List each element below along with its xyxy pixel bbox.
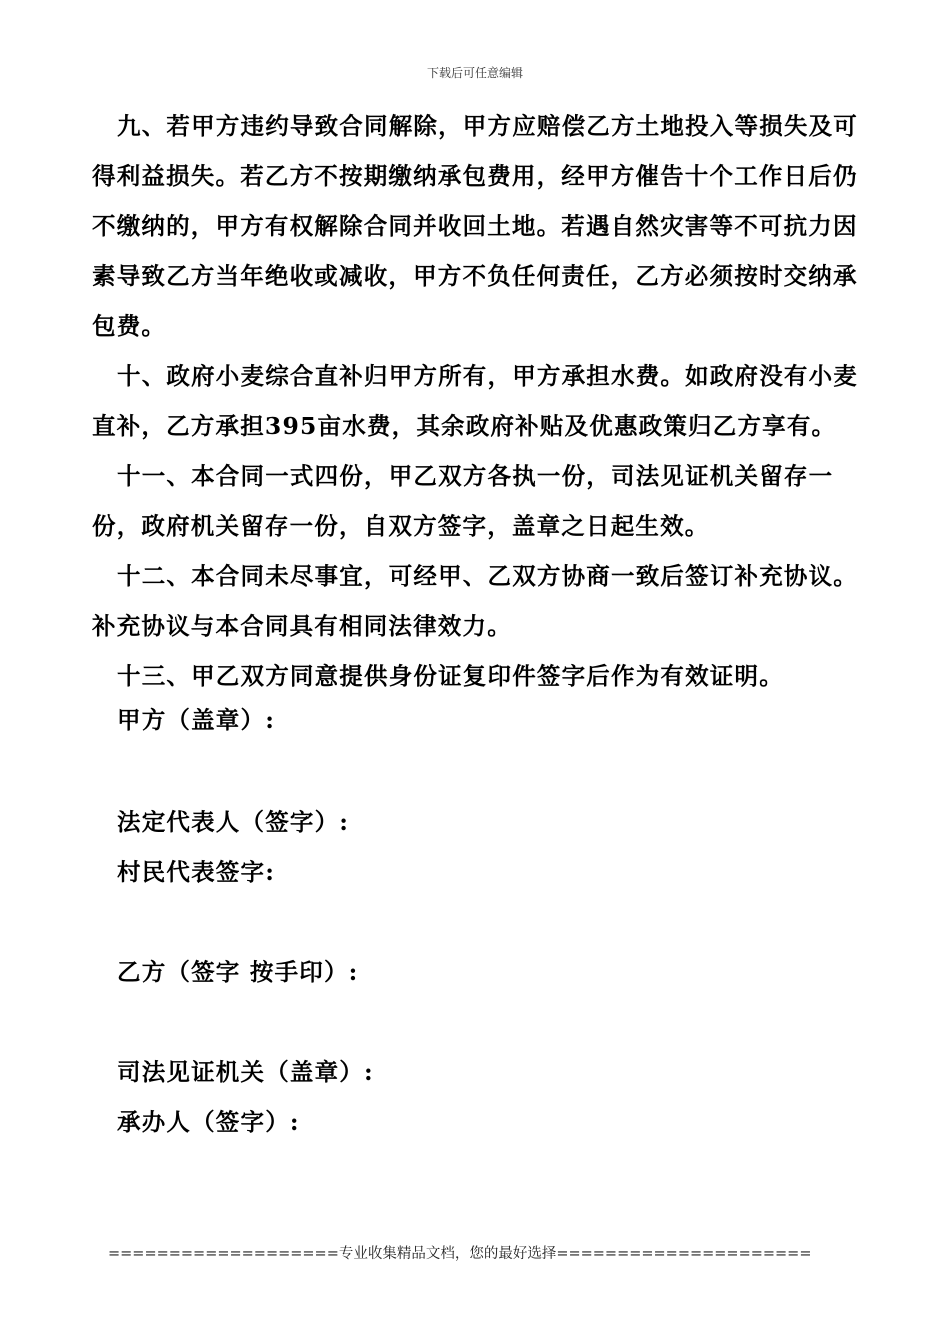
contract-body: [92, 101, 872, 701]
page-footer: ===================专业收集精品文档，您的最好选择=====================: [108, 1246, 812, 1262]
clause-12: 十二、本合同未尽事宜，可经甲、乙双方协商一致后签订补充协议。补充协议与本合同具有相同法律效力。: [92, 562, 858, 640]
legal-rep-signature-line: 法定代表人（签字）:: [117, 808, 350, 836]
judicial-seal-line: 司法见证机关（盖章）:: [117, 1058, 374, 1086]
handler-signature-line: 承办人（签字）:: [117, 1108, 300, 1136]
party-a-seal-line: 甲方（盖章）:: [117, 706, 276, 734]
clause-9: 九、若甲方违约导致合同解除，甲方应赔偿乙方土地投入等损失及可得利益损失。若乙方不按期缴纳承包费用，经甲方催告十个工作日后仍不缴纳的，甲方有权解除合同并收回土地。若遇自然灾害等不可抗力因素导致乙方当年绝收或减收，甲方不负任何责任，乙方必须按时交纳承包费。: [92, 112, 858, 340]
party-b-signature-line: 乙方（签字 按手印）:: [117, 958, 359, 986]
clause-13: 十三、甲乙双方同意提供身份证复印件签字后作为有效证明。: [117, 662, 784, 690]
villager-rep-signature-line: 村民代表签字:: [117, 858, 276, 886]
clause-10: 十、政府小麦综合直补归甲方所有，甲方承担水费。如政府没有小麦直补，乙方承担395亩水费，其余政府补贴及优惠政策归乙方享有。: [92, 362, 858, 440]
clause-11: 十一、本合同一式四份，甲乙双方各执一份，司法见证机关留存一份，政府机关留存一份，自双方签字，盖章之日起生效。: [92, 462, 834, 540]
page-header: 下载后可任意编辑: [426, 66, 523, 80]
